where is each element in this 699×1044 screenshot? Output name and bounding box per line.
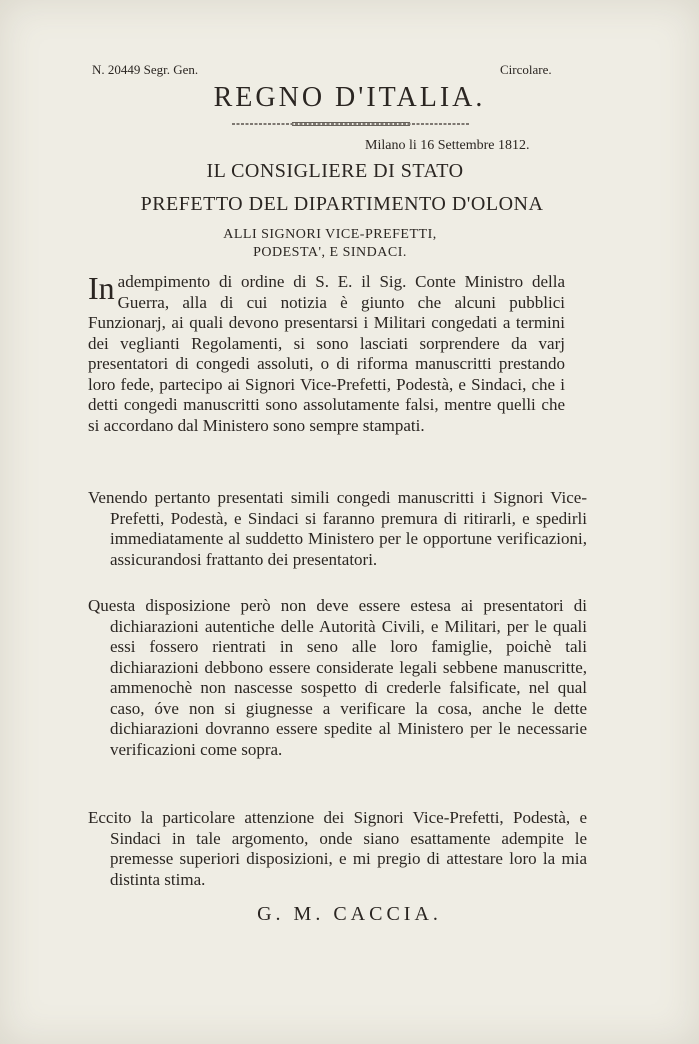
heading-addressees-2: PODESTA', E SINDACI. xyxy=(253,245,407,260)
document-title: REGNO D'ITALIA. xyxy=(213,82,486,113)
circular-label: Circolare. xyxy=(500,62,552,77)
ornamental-rule xyxy=(232,121,470,127)
paragraph-1 xyxy=(88,272,565,436)
document-number: N. 20449 Segr. Gen. xyxy=(92,62,199,77)
heading-prefect: PREFETTO DEL DIPARTIMENTO D'OLONA xyxy=(140,193,544,215)
heading-councillor: IL CONSIGLIERE DI STATO xyxy=(206,160,464,182)
date-line: Milano li 16 Settembre 1812. xyxy=(365,138,530,153)
drop-initial: In xyxy=(88,270,115,306)
heading-addressees: ALLI SIGNORI VICE-PREFETTI, xyxy=(223,227,437,242)
paragraph-4: Eccito la particolare attenzione dei Signori Vice-Prefetti, Podestà, e Sindaci in tale argomento, onde siano esattamente adempite le premesse superiori disposizioni, e mi pregio di attestare loro la mia distinta stima. xyxy=(88,808,587,889)
signature: G. M. CACCIA. xyxy=(257,903,442,925)
paragraph-3: Questa disposizione però non deve essere estesa ai presentatori di dichiarazioni autentiche delle Autorità Civili, e Militari, per le quali essi fossero rientrati in seno alle loro famiglie, poichè tali dichiarazioni debbono essere considerate legali sebbene manuscritte, ammenochè non nascesse sospetto di crederle falsificate, nel qual caso, óve non si giugnesse a verificare la cosa, anche le dette dichiarazioni dovranno essere spedite al Ministero per le necessarie verificazioni come sopra. xyxy=(88,596,587,759)
paragraph-2: Venendo pertanto presentati simili congedi manuscritti i Signori Vice-Prefetti, Podestà, e Sindaci si faranno premura di ritirarli, e spedirli immediatamente al suddetto Ministero per le opportune verificazioni, assicurandosi frattanto dei presentatori. xyxy=(88,488,587,569)
paragraph-1-text: adempimento di ordine di S. E. il Sig. Conte Ministro della Guerra, alla di cui notizia è giunto che alcuni pubblici Funzionarj, ai quali devono presentarsi i Militari congedati a termini dei veglianti Regolamenti, si sono lasciati sorprendere da varj presentatori di congedi assoluti, o di riforma manuscritti prestando loro fede, partecipo ai Signori Vice-Prefetti, Podestà, e Sindaci, che i detti congedi manuscritti sono assolutamente falsi, mentre quelli che si accordano dal Ministero sono sempre stampati. xyxy=(88,272,565,435)
